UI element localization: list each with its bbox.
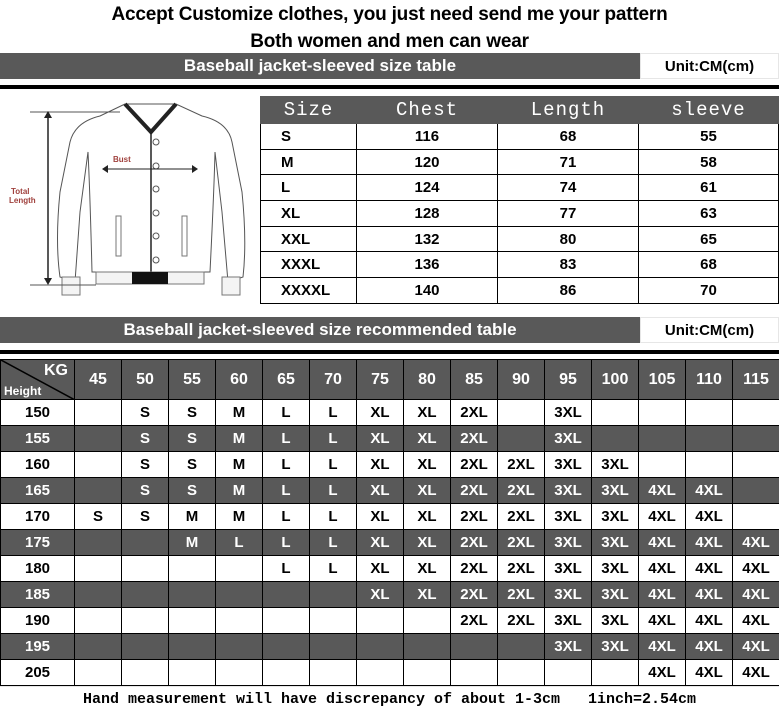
size-row (261, 252, 779, 278)
recommend-row (1, 608, 779, 634)
size-recommendation-cell (263, 608, 310, 634)
recommend-row (1, 504, 779, 530)
size-cell-size: XXL (261, 226, 357, 252)
height-cell: 160 (1, 452, 75, 478)
size-recommendation-cell: 3XL (592, 608, 639, 634)
size-recommendation-cell (122, 660, 169, 686)
weight-header: 105 (639, 360, 686, 400)
jacket-diagram (0, 92, 258, 304)
size-row (261, 149, 779, 175)
size-recommendation-cell (592, 400, 639, 426)
size-recommendation-cell (404, 634, 451, 660)
height-cell: 170 (1, 504, 75, 530)
size-cell-sleeve: 61 (639, 175, 779, 201)
size-recommendation-cell (310, 582, 357, 608)
height-cell: 195 (1, 634, 75, 660)
size-recommendation-cell (498, 660, 545, 686)
size-recommendation-cell (639, 426, 686, 452)
weight-header: 90 (498, 360, 545, 400)
size-recommendation-cell (733, 504, 779, 530)
size-table-title: Baseball jacket-sleeved size table (0, 53, 640, 79)
recommend-row (1, 478, 779, 504)
size-recommendation-cell: L (263, 556, 310, 582)
size-recommendation-cell: 3XL (545, 504, 592, 530)
size-recommendation-cell: L (263, 426, 310, 452)
size-recommendation-cell: 2XL (451, 556, 498, 582)
recommend-row (1, 634, 779, 660)
height-cell: 205 (1, 660, 75, 686)
size-recommendation-cell: L (263, 504, 310, 530)
size-recommendation-cell: 4XL (686, 556, 733, 582)
size-cell-size: XXXXL (261, 278, 357, 304)
size-recommendation-cell: 2XL (498, 608, 545, 634)
size-recommendation-cell: XL (404, 582, 451, 608)
size-recommendation-cell: XL (404, 400, 451, 426)
size-recommendation-cell: 2XL (498, 556, 545, 582)
size-recommendation-cell (75, 608, 122, 634)
size-recommendation-cell: XL (404, 478, 451, 504)
size-cell-sleeve: 70 (639, 278, 779, 304)
size-recommendation-cell: M (216, 426, 263, 452)
recommend-row (1, 426, 779, 452)
size-recommendation-cell: S (122, 400, 169, 426)
size-recommendation-cell: S (169, 400, 216, 426)
size-cell-length: 80 (498, 226, 639, 252)
size-recommendation-cell: XL (357, 582, 404, 608)
size-recommendation-cell: XL (357, 452, 404, 478)
size-recommendation-cell (122, 556, 169, 582)
size-recommendation-cell (216, 556, 263, 582)
size-cell-length: 71 (498, 149, 639, 175)
size-row (261, 175, 779, 201)
size-cell-chest: 120 (357, 149, 498, 175)
size-recommendation-cell (404, 608, 451, 634)
size-recommendation-cell: 3XL (592, 582, 639, 608)
size-recommendation-cell: 3XL (545, 634, 592, 660)
size-recommendation-cell (75, 634, 122, 660)
size-row (261, 201, 779, 227)
size-recommendation-cell (216, 634, 263, 660)
size-recommendation-cell (357, 660, 404, 686)
size-recommendation-cell (122, 530, 169, 556)
size-recommendation-cell: 4XL (639, 608, 686, 634)
size-recommendation-cell (122, 608, 169, 634)
weight-header: 45 (75, 360, 122, 400)
size-recommendation-cell (686, 400, 733, 426)
kg-label: KG (44, 362, 68, 379)
col-size: Size (261, 97, 357, 124)
size-recommendation-cell (310, 608, 357, 634)
size-recommendation-cell: L (310, 556, 357, 582)
main-title: Accept Customize clothes, you just need send me your pattern (111, 4, 668, 25)
size-cell-chest: 128 (357, 201, 498, 227)
size-recommendation-cell (310, 660, 357, 686)
size-recommendation-cell: 2XL (498, 478, 545, 504)
size-recommendation-cell (75, 426, 122, 452)
size-recommendation-cell: XL (357, 478, 404, 504)
recommend-row (1, 582, 779, 608)
size-recommendation-cell: 3XL (592, 634, 639, 660)
size-recommendation-cell: L (263, 452, 310, 478)
size-recommendation-cell: XL (357, 426, 404, 452)
size-recommendation-cell (733, 426, 779, 452)
size-cell-chest: 116 (357, 124, 498, 150)
size-recommendation-cell: XL (357, 556, 404, 582)
size-recommendation-cell: 4XL (639, 634, 686, 660)
weight-header: 95 (545, 360, 592, 400)
recommend-table-unit: Unit:CM(cm) (640, 317, 779, 343)
size-recommendation-cell (75, 556, 122, 582)
size-cell-sleeve: 58 (639, 149, 779, 175)
size-recommendation-cell: 3XL (545, 400, 592, 426)
size-recommendation-cell: 4XL (639, 504, 686, 530)
divider (0, 85, 779, 89)
size-cell-size: M (261, 149, 357, 175)
size-recommendation-cell (498, 400, 545, 426)
size-recommendation-cell: L (310, 426, 357, 452)
size-recommendation-cell: 4XL (733, 556, 779, 582)
recommend-row (1, 400, 779, 426)
jacket-icon (0, 92, 258, 304)
size-recommendation-cell: 3XL (545, 608, 592, 634)
size-recommendation-cell: M (216, 452, 263, 478)
recommend-row (1, 660, 779, 686)
size-recommendation-cell: 3XL (545, 478, 592, 504)
size-recommendation-cell: L (216, 530, 263, 556)
size-cell-length: 77 (498, 201, 639, 227)
size-recommendation-cell (357, 634, 404, 660)
size-recommendation-cell: 2XL (451, 582, 498, 608)
size-recommendation-cell: L (263, 400, 310, 426)
weight-header: 85 (451, 360, 498, 400)
size-recommendation-cell (639, 400, 686, 426)
size-recommendation-cell: S (122, 504, 169, 530)
height-cell: 165 (1, 478, 75, 504)
size-cell-length: 83 (498, 252, 639, 278)
size-cell-sleeve: 68 (639, 252, 779, 278)
size-recommendation-cell: 4XL (733, 634, 779, 660)
weight-header: 60 (216, 360, 263, 400)
size-recommendation-cell: M (216, 504, 263, 530)
height-label: Height (4, 384, 42, 398)
size-recommendation-cell (122, 582, 169, 608)
size-recommendation-cell: 3XL (592, 452, 639, 478)
size-recommendation-cell (498, 634, 545, 660)
size-recommendation-cell: 4XL (733, 530, 779, 556)
size-recommendation-cell (733, 478, 779, 504)
recommend-table (0, 359, 779, 686)
size-recommendation-cell: 3XL (545, 530, 592, 556)
size-recommendation-cell (263, 634, 310, 660)
size-recommendation-cell: XL (404, 426, 451, 452)
size-recommendation-cell: 3XL (592, 504, 639, 530)
size-recommendation-cell: XL (404, 556, 451, 582)
size-recommendation-cell: XL (357, 504, 404, 530)
size-cell-chest: 140 (357, 278, 498, 304)
size-recommendation-cell: L (310, 504, 357, 530)
height-cell: 175 (1, 530, 75, 556)
size-recommendation-cell (263, 582, 310, 608)
size-recommendation-cell: 2XL (498, 452, 545, 478)
size-recommendation-cell: 2XL (451, 426, 498, 452)
size-cell-chest: 132 (357, 226, 498, 252)
size-recommendation-cell: 4XL (686, 608, 733, 634)
size-recommendation-cell (169, 582, 216, 608)
size-recommendation-cell: 4XL (686, 660, 733, 686)
size-recommendation-cell: 4XL (686, 530, 733, 556)
size-table-unit: Unit:CM(cm) (640, 53, 779, 79)
size-recommendation-cell: 2XL (451, 400, 498, 426)
size-cell-sleeve: 63 (639, 201, 779, 227)
size-recommendation-cell: 3XL (592, 478, 639, 504)
height-cell: 185 (1, 582, 75, 608)
size-recommendation-cell: 4XL (733, 608, 779, 634)
size-recommendation-cell (169, 608, 216, 634)
size-recommendation-cell (451, 660, 498, 686)
size-recommendation-cell (75, 400, 122, 426)
recommend-row (1, 452, 779, 478)
size-recommendation-cell: S (75, 504, 122, 530)
size-recommendation-cell: 4XL (733, 660, 779, 686)
recommend-header-row (1, 360, 779, 400)
divider (0, 350, 779, 354)
size-recommendation-cell: 4XL (686, 478, 733, 504)
size-recommendation-cell (592, 426, 639, 452)
weight-header: 75 (357, 360, 404, 400)
size-recommendation-cell (75, 582, 122, 608)
size-recommendation-cell: XL (404, 504, 451, 530)
size-recommendation-cell (75, 660, 122, 686)
size-recommendation-cell (686, 426, 733, 452)
total-label: Total (11, 187, 30, 196)
size-recommendation-cell: 2XL (498, 504, 545, 530)
size-recommendation-cell: 3XL (545, 582, 592, 608)
size-cell-chest: 124 (357, 175, 498, 201)
weight-header: 55 (169, 360, 216, 400)
size-recommendation-cell (733, 452, 779, 478)
size-recommendation-cell: 2XL (498, 530, 545, 556)
size-recommendation-cell: 3XL (545, 452, 592, 478)
inch-conversion: 1inch=2.54cm (588, 691, 697, 708)
size-cell-size: S (261, 124, 357, 150)
size-recommendation-cell (310, 634, 357, 660)
sub-title: Both women and men can wear (250, 31, 529, 52)
size-recommendation-cell: 4XL (639, 582, 686, 608)
size-recommendation-cell: 4XL (686, 634, 733, 660)
size-recommendation-cell (404, 660, 451, 686)
size-recommendation-cell (216, 660, 263, 686)
size-recommendation-cell: M (169, 504, 216, 530)
recommend-row (1, 530, 779, 556)
size-cell-length: 68 (498, 124, 639, 150)
size-recommendation-cell: S (169, 452, 216, 478)
size-cell-length: 86 (498, 278, 639, 304)
size-recommendation-cell: L (263, 530, 310, 556)
size-cell-size: L (261, 175, 357, 201)
discrepancy-note: Hand measurement will have discrepancy of about 1-3cm (82, 691, 561, 708)
size-recommendation-cell: 2XL (451, 608, 498, 634)
height-cell: 190 (1, 608, 75, 634)
size-recommendation-cell: XL (404, 530, 451, 556)
size-table-header-bar (0, 53, 779, 79)
size-recommendation-cell (169, 556, 216, 582)
size-recommendation-cell: 4XL (686, 582, 733, 608)
size-recommendation-cell: M (216, 400, 263, 426)
weight-header: 50 (122, 360, 169, 400)
size-recommendation-cell: 2XL (451, 504, 498, 530)
footer-note (0, 686, 779, 712)
size-recommendation-cell: L (310, 530, 357, 556)
size-recommendation-cell: 4XL (639, 660, 686, 686)
weight-header: 100 (592, 360, 639, 400)
size-recommendation-cell: XL (357, 530, 404, 556)
height-cell: 150 (1, 400, 75, 426)
size-recommendation-cell: 3XL (545, 556, 592, 582)
recommend-row (1, 556, 779, 582)
size-row (261, 278, 779, 304)
size-recommendation-cell (216, 582, 263, 608)
size-recommendation-cell: 3XL (592, 556, 639, 582)
recommend-table-header-bar (0, 317, 779, 343)
col-sleeve: sleeve (639, 97, 779, 124)
weight-header: 70 (310, 360, 357, 400)
size-recommendation-cell (75, 530, 122, 556)
size-recommendation-cell: L (310, 452, 357, 478)
size-recommendation-cell: S (122, 426, 169, 452)
size-recommendation-cell: M (216, 478, 263, 504)
size-recommendation-cell (733, 400, 779, 426)
height-cell: 155 (1, 426, 75, 452)
size-recommendation-cell: M (169, 530, 216, 556)
weight-header: 80 (404, 360, 451, 400)
size-recommendation-cell: 4XL (639, 556, 686, 582)
size-recommendation-cell: 2XL (451, 530, 498, 556)
weight-header: 65 (263, 360, 310, 400)
size-recommendation-cell (639, 452, 686, 478)
size-cell-size: XL (261, 201, 357, 227)
weight-header: 115 (733, 360, 779, 400)
size-recommendation-cell: 4XL (639, 530, 686, 556)
size-cell-length: 74 (498, 175, 639, 201)
size-recommendation-cell: 4XL (733, 582, 779, 608)
size-recommendation-cell (451, 634, 498, 660)
size-recommendation-cell (357, 608, 404, 634)
size-recommendation-cell (216, 608, 263, 634)
size-recommendation-cell: L (263, 478, 310, 504)
size-table (260, 96, 779, 304)
weight-header: 110 (686, 360, 733, 400)
recommend-table-title: Baseball jacket-sleeved size recommended table (0, 317, 640, 343)
size-recommendation-cell: 4XL (639, 478, 686, 504)
size-recommendation-cell: 4XL (686, 504, 733, 530)
size-recommendation-cell: 2XL (451, 478, 498, 504)
size-recommendation-cell: L (310, 400, 357, 426)
size-recommendation-cell: 2XL (451, 452, 498, 478)
size-recommendation-cell (592, 660, 639, 686)
size-cell-size: XXXL (261, 252, 357, 278)
corner-cell (1, 360, 75, 400)
col-chest: Chest (357, 97, 498, 124)
size-recommendation-cell: S (122, 452, 169, 478)
size-recommendation-cell (169, 634, 216, 660)
size-recommendation-cell: XL (357, 400, 404, 426)
size-recommendation-cell: 2XL (498, 582, 545, 608)
size-recommendation-cell (122, 634, 169, 660)
size-recommendation-cell: 3XL (545, 426, 592, 452)
size-recommendation-cell: S (169, 478, 216, 504)
size-cell-chest: 136 (357, 252, 498, 278)
size-row (261, 124, 779, 150)
size-cell-sleeve: 55 (639, 124, 779, 150)
size-recommendation-cell (498, 426, 545, 452)
size-recommendation-cell: 3XL (592, 530, 639, 556)
size-recommendation-cell (75, 478, 122, 504)
col-length: Length (498, 97, 639, 124)
size-recommendation-cell: S (122, 478, 169, 504)
size-recommendation-cell (263, 660, 310, 686)
size-recommendation-cell: L (310, 478, 357, 504)
size-cell-sleeve: 65 (639, 226, 779, 252)
size-recommendation-cell: XL (404, 452, 451, 478)
size-recommendation-cell (686, 452, 733, 478)
bust-label: Bust (113, 155, 131, 164)
height-cell: 180 (1, 556, 75, 582)
size-recommendation-cell: S (169, 426, 216, 452)
size-row (261, 226, 779, 252)
size-recommendation-cell (75, 452, 122, 478)
size-recommendation-cell (169, 660, 216, 686)
size-recommendation-cell (545, 660, 592, 686)
size-table-header-row (261, 97, 779, 124)
length-label: Length (9, 196, 36, 205)
